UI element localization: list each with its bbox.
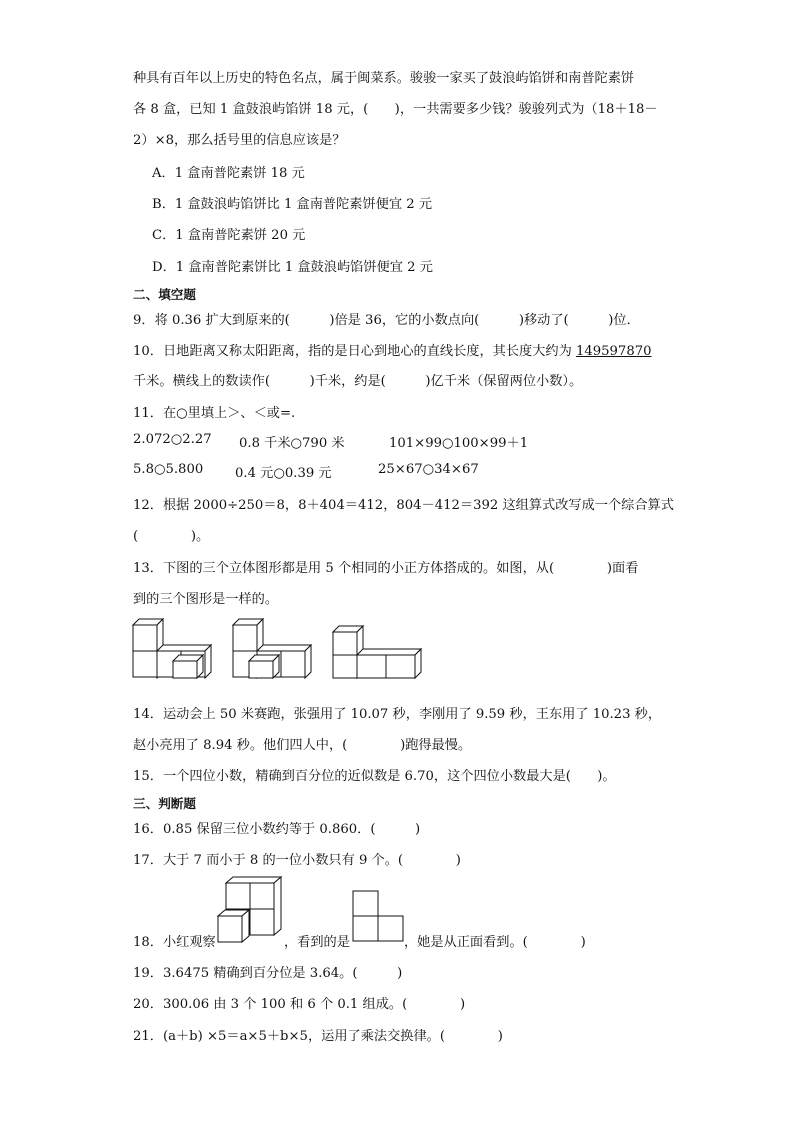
q20: 20．300.06 由 3 个 100 和 6 个 0.1 组成。( ) [133, 997, 466, 1012]
q8-option-c: C．1 盒南普陀素饼 20 元 [152, 228, 306, 243]
cube-figure-3 [331, 624, 425, 680]
q11-item: 101×99○100×99＋1 [389, 436, 529, 451]
q8-line3: 2）×8，那么括号里的信息应该是？ [133, 133, 346, 148]
q14-line2: 赵小亮用了 8.94 秒。他们四人中，( )跑得最慢。 [133, 738, 472, 753]
q17: 17．大于 7 而小于 8 的一位小数只有 9 个。( ) [133, 853, 461, 868]
q8-option-d: D．1 盒南普陀素饼比 1 盒鼓浪屿馅饼便宜 2 元 [152, 260, 433, 275]
q13-line2: 到的三个图形是一样的。 [133, 592, 279, 607]
q11-item: 25×67○34×67 [378, 462, 479, 477]
cube-figure-1 [131, 617, 215, 679]
q18-text-mid: ，看到的是 [284, 935, 350, 950]
section-title-fill: 二、填空题 [133, 287, 196, 302]
q18-text-pre: 18．小红观察 [133, 935, 216, 950]
q8-option-a: A．1 盒南普陀素饼 18 元 [152, 166, 305, 181]
q12-line1: 12．根据 2000÷250＝8，8＋404＝412，804－412＝392 这组算式改写成一个综合算式 [133, 498, 674, 513]
q13-line1: 13．下图的三个立体图形都是用 5 个相同的小正方体搭成的。如图，从( )面看 [133, 561, 639, 576]
front-view-figure [351, 889, 405, 943]
q10-text: 10．日地距离又称太阳距离，指的是日心到地心的直线长度，其长度大约为 [133, 344, 576, 359]
q8-line1: 种具有百年以上历史的特色名点，属于闽菜系。骏骏一家买了鼓浪屿馅饼和南普陀素饼 [133, 71, 635, 86]
cube-figure-2 [231, 617, 315, 679]
q10-underlined-number: 149597870 [575, 344, 652, 359]
q8-line2: 各 8 盒，已知 1 盒鼓浪屿馅饼 18 元，( )，一共需要多少钱？骏骏列式为（18＋18－ [133, 102, 658, 117]
q11-item: 2.072○2.27 [133, 432, 212, 447]
q18-text-post: ，她是从正面看到。( ) [404, 935, 586, 950]
q21: 21．(a＋b) ×5＝a×5＋b×5，运用了乘法交换律。( ) [133, 1029, 503, 1044]
q11-stem: 11．在○里填上＞、＜或=. [133, 406, 296, 421]
q14-line1: 14．运动会上 50 米赛跑，张强用了 10.07 秒，李刚用了 9.59 秒，王东用了 10.23 秒， [133, 707, 662, 722]
q10-line2: 千米。横线上的数读作( )千米，约是( )亿千米（保留两位小数）。 [133, 374, 583, 389]
q10-line1 [133, 340, 652, 359]
q11-item: 0.4 元○0.39 元 [235, 466, 332, 481]
section-title-judge: 三、判断题 [133, 796, 196, 811]
q12-line2: ( )。 [133, 529, 210, 544]
q16: 16．0.85 保留三位小数约等于 0.860．( ) [133, 822, 421, 837]
cube-stack-figure [216, 876, 284, 944]
q11-item: 0.8 千米○790 米 [239, 436, 345, 451]
q9: 9．将 0.36 扩大到原来的( )倍是 36，它的小数点向( )移动了( )位． [133, 313, 640, 328]
q19: 19．3.6475 精确到百分位是 3.64。( ) [133, 966, 403, 981]
q11-item: 5.8○5.800 [133, 462, 204, 477]
q8-option-b: B．1 盒鼓浪屿馅饼比 1 盒南普陀素饼便宜 2 元 [152, 197, 433, 212]
q15: 15．一个四位小数，精确到百分位的近似数是 6.70，这个四位小数最大是( )。 [133, 769, 616, 784]
